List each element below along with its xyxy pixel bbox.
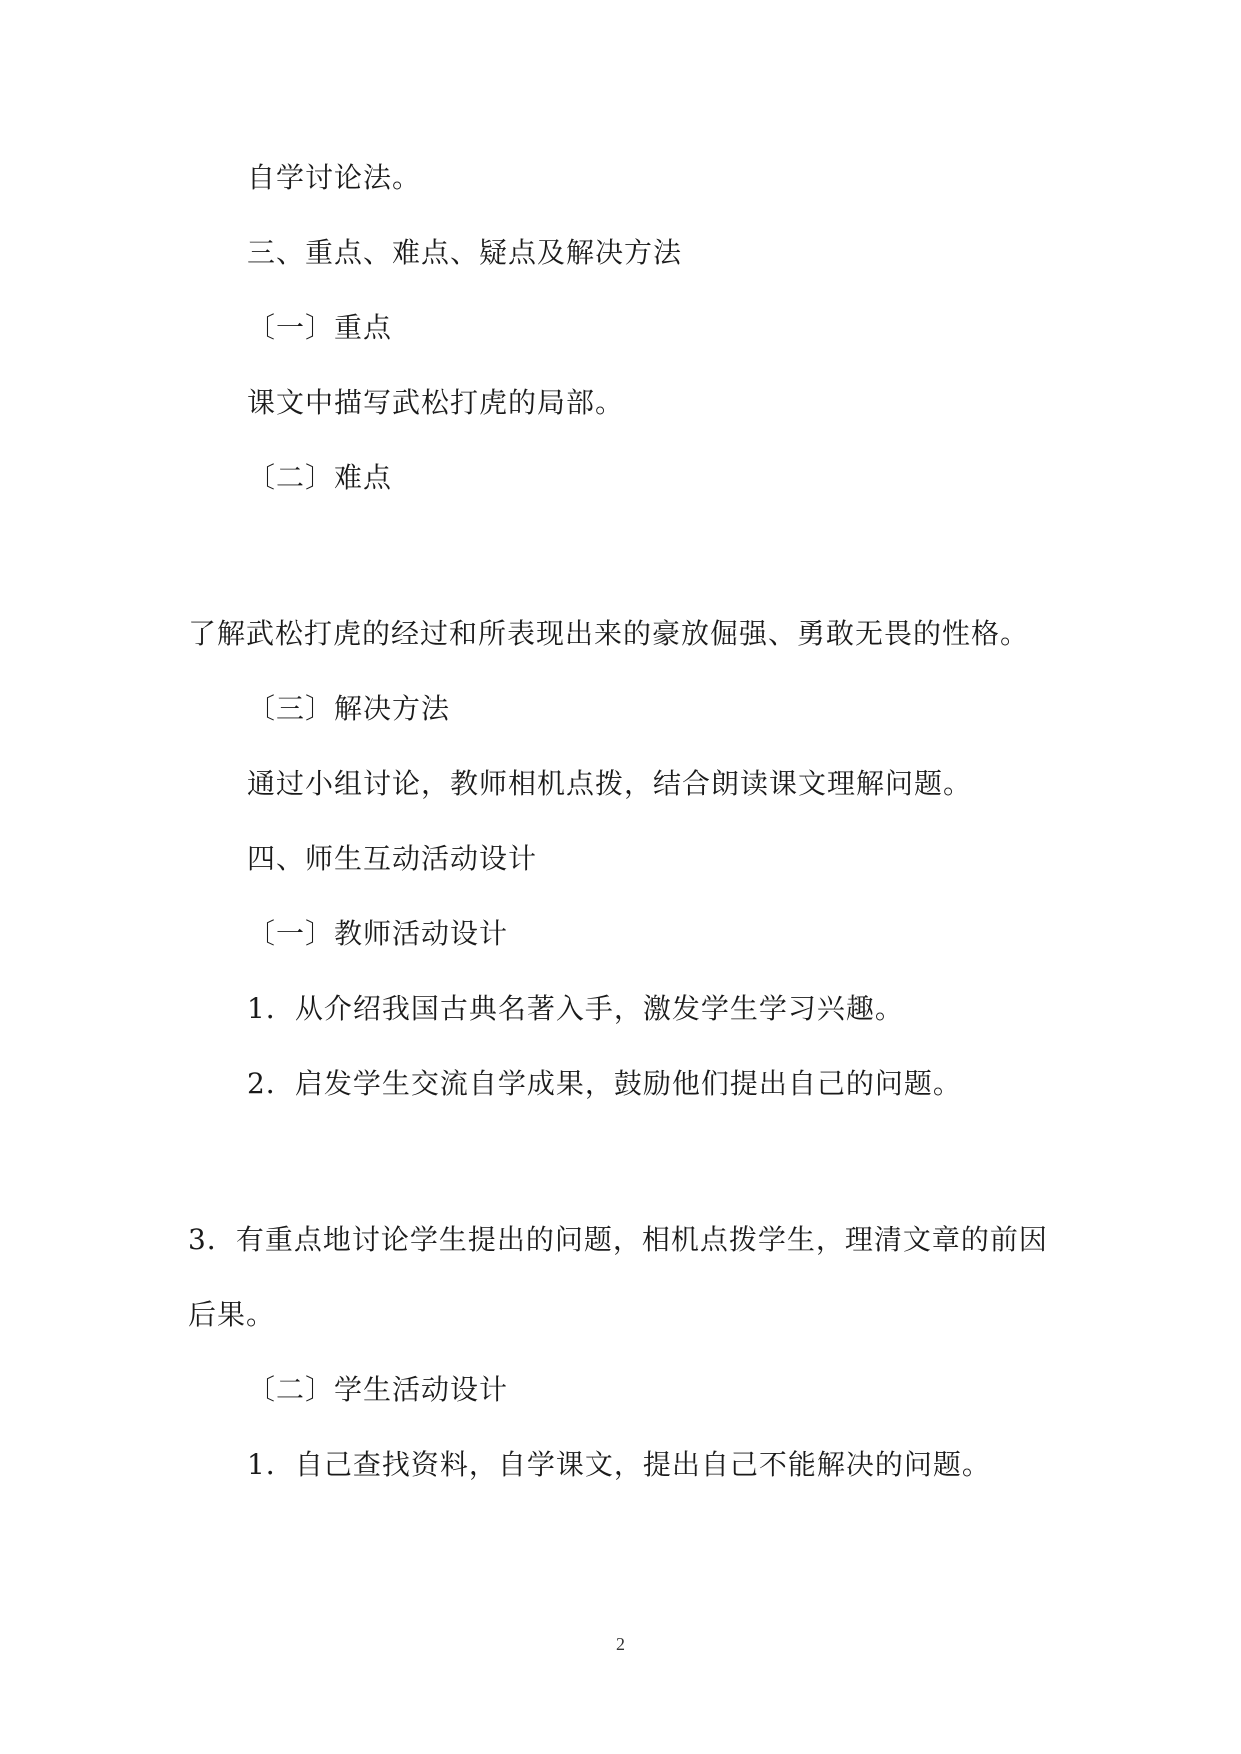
text-line: 自学讨论法。 (247, 161, 422, 194)
list-item-continuation: 后果。 (188, 1298, 276, 1331)
section-heading: 三、重点、难点、疑点及解决方法 (247, 236, 683, 269)
page-number: 2 (616, 1634, 625, 1654)
text-line: 了解武松打虎的经过和所表现出来的豪放倔强、勇敢无畏的性格。 (188, 617, 1030, 650)
subsection-heading: 〔二〕难点 (247, 461, 393, 494)
section-heading: 四、师生互动活动设计 (247, 842, 538, 875)
list-item: 3．有重点地讨论学生提出的问题，相机点拨学生，理清文章的前因 (188, 1223, 1048, 1256)
text-line: 通过小组讨论，教师相机点拨，结合朗读课文理解问题。 (247, 767, 973, 800)
text-line: 课文中描写武松打虎的局部。 (247, 386, 625, 419)
subsection-heading: 〔一〕教师活动设计 (247, 917, 509, 950)
list-item: 2．启发学生交流自学成果，鼓励他们提出自己的问题。 (247, 1067, 962, 1100)
subsection-heading: 〔二〕学生活动设计 (247, 1373, 509, 1406)
subsection-heading: 〔三〕解决方法 (247, 692, 451, 725)
list-item: 1．从介绍我国古典名著入手，激发学生学习兴趣。 (247, 992, 904, 1025)
subsection-heading: 〔一〕重点 (247, 311, 393, 344)
list-item: 1．自己查找资料，自学课文，提出自己不能解决的问题。 (247, 1448, 991, 1481)
